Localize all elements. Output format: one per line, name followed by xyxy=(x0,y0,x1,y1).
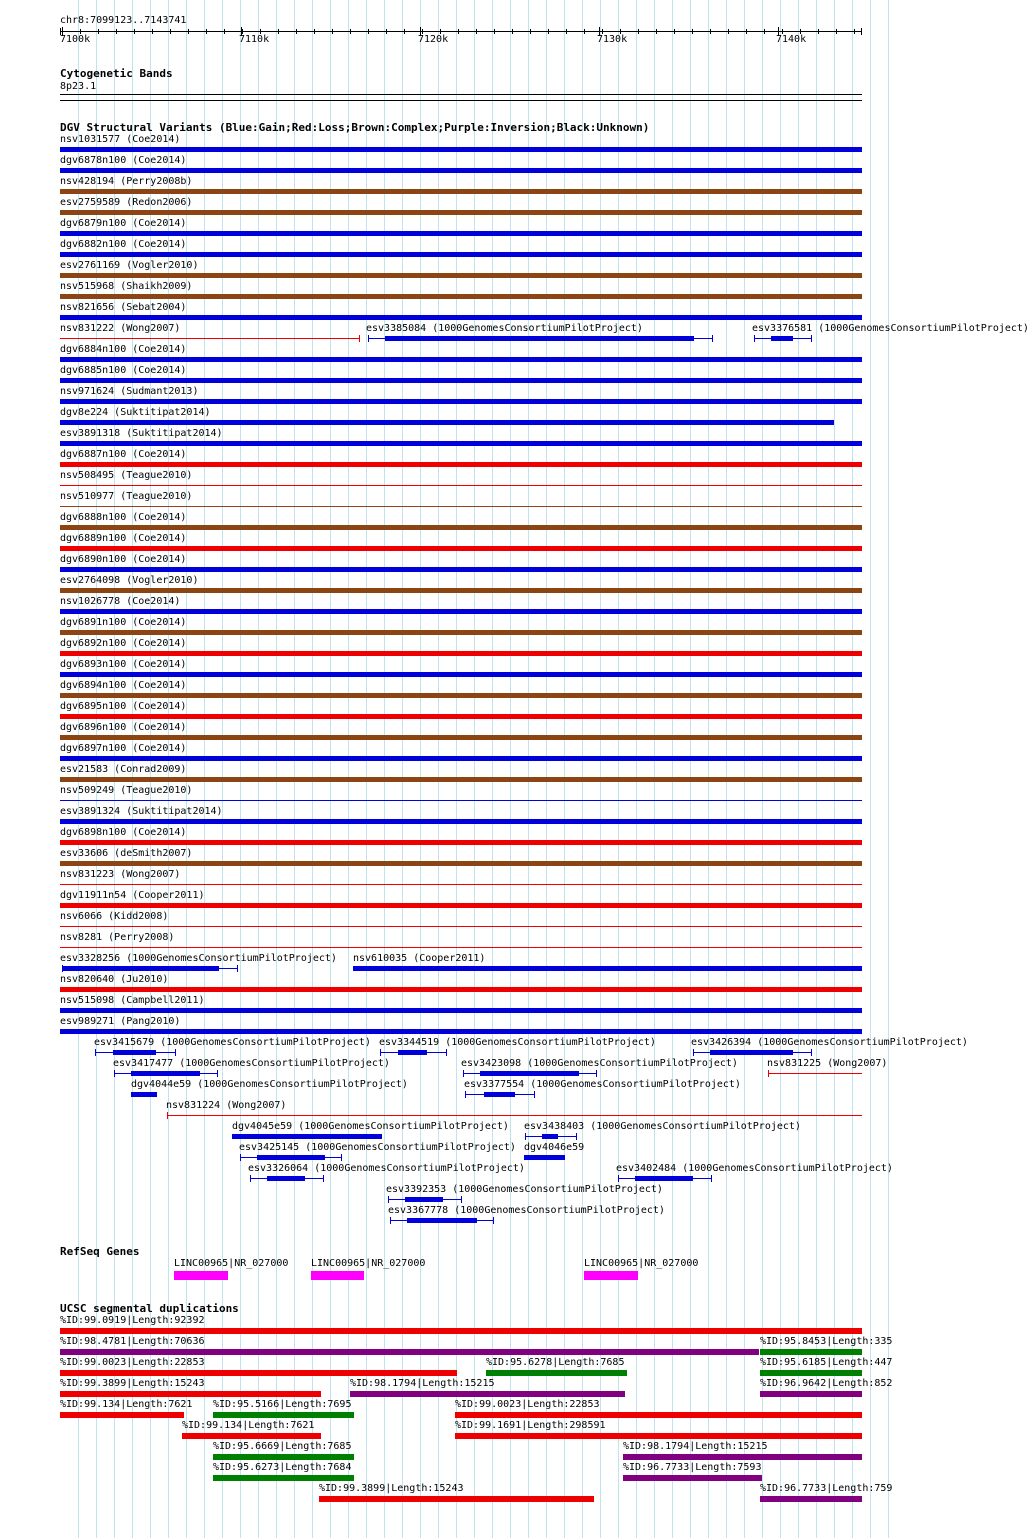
dgv-variant-bar-10[interactable] xyxy=(60,357,862,362)
dgv-variant-label-20: dgv6890n100 (Coe2014) xyxy=(60,554,187,565)
dgv-extra-label-13: esv3438403 (1000GenomesConsortiumPilotProject) xyxy=(524,1121,801,1132)
dgv-variant-bar-18[interactable] xyxy=(60,525,862,530)
dgv-variant-bar-20[interactable] xyxy=(60,567,862,572)
segdup-bar-19[interactable] xyxy=(760,1496,862,1502)
gridline xyxy=(888,0,889,1538)
ruler-minor-tick xyxy=(404,29,405,34)
segdup-bar-14[interactable] xyxy=(213,1454,354,1460)
dgv-variant-label-21: esv2764098 (Vogler2010) xyxy=(60,575,199,586)
segdup-label-2: %ID:95.8453|Length:335 xyxy=(760,1336,893,1347)
dgv-variant-label-12: nsv971624 (Sudmant2013) xyxy=(60,386,199,397)
refseq-gene-2[interactable] xyxy=(584,1271,638,1280)
segdup-bar-13[interactable] xyxy=(455,1433,862,1439)
end-cap xyxy=(525,1133,526,1140)
segdup-label-0: %ID:99.0919|Length:92392 xyxy=(60,1315,205,1326)
dgv-extra-label-16: esv3326064 (1000GenomesConsortiumPilotProject) xyxy=(248,1163,525,1174)
dgv-extra-label-11: nsv831224 (Wong2007) xyxy=(166,1100,287,1111)
dgv-variant-bar-4[interactable] xyxy=(60,231,862,236)
dgv-variant-bar-0[interactable] xyxy=(60,147,862,152)
dgv-extra-6-thick[interactable] xyxy=(131,1071,200,1076)
dgv-extra-label-12: dgv4045e59 (1000GenomesConsortiumPilotProject) xyxy=(232,1121,509,1132)
end-cap xyxy=(712,335,713,342)
dgv-extra-label-4: esv3344519 (1000GenomesConsortiumPilotProject) xyxy=(379,1037,656,1048)
dgv-variant-bar-3[interactable] xyxy=(60,210,862,215)
end-cap xyxy=(754,335,755,342)
dgv-variant-bar-12[interactable] xyxy=(60,399,862,404)
end-cap xyxy=(250,1175,251,1182)
dgv-variant-bar-11[interactable] xyxy=(60,378,862,383)
dgv-variant-label-31: nsv509249 (Teague2010) xyxy=(60,785,193,796)
dgv-extra-label-7: esv3423098 (1000GenomesConsortiumPilotProject) xyxy=(461,1058,738,1069)
dgv-variant-bar-37[interactable] xyxy=(60,926,862,927)
segdup-label-16: %ID:95.6273|Length:7684 xyxy=(213,1462,352,1473)
dgv-variant-bar-9[interactable] xyxy=(60,338,360,339)
dgv-variant-bar-15[interactable] xyxy=(60,462,862,467)
segdup-track-title: UCSC segmental duplications xyxy=(60,1302,239,1315)
ruler-minor-tick xyxy=(710,29,711,34)
dgv-extra-4-thick[interactable] xyxy=(398,1050,427,1055)
ruler-minor-tick xyxy=(530,29,531,34)
dgv-variant-label-9: nsv831222 (Wong2007) xyxy=(60,323,181,334)
segdup-label-1: %ID:98.4781|Length:70636 xyxy=(60,1336,205,1347)
ruler-minor-tick xyxy=(116,29,117,34)
ruler-minor-tick xyxy=(638,29,639,34)
dgv-variant-label-35: nsv831223 (Wong2007) xyxy=(60,869,181,880)
segdup-bar-16[interactable] xyxy=(213,1475,354,1481)
segdup-bar-15[interactable] xyxy=(623,1454,862,1460)
ruler-location: chr8:7099123..7143741 xyxy=(60,15,187,26)
ruler-axis xyxy=(60,31,862,32)
dgv-variant-bar-24[interactable] xyxy=(60,651,862,656)
dgv-variant-label-41: nsv515098 (Campbell2011) xyxy=(60,995,205,1006)
dgv-variant-label-3: esv2759589 (Redon2006) xyxy=(60,197,193,208)
ruler-tick-label: 7110k xyxy=(239,34,270,45)
refseq-gene-label-0: LINC00965|NR_027000 xyxy=(174,1258,289,1269)
dgv-variant-label-1: dgv6878n100 (Coe2014) xyxy=(60,155,187,166)
end-cap xyxy=(465,1091,466,1098)
segdup-bar-10[interactable] xyxy=(213,1412,354,1418)
dgv-variant-bar-32[interactable] xyxy=(60,819,862,824)
dgv-extra-bar-11[interactable] xyxy=(167,1115,862,1116)
dgv-extra-label-9: dgv4044e59 (1000GenomesConsortiumPilotProject) xyxy=(131,1079,408,1090)
segdup-label-12: %ID:99.134|Length:7621 xyxy=(182,1420,315,1431)
ruler-tick-label: 7140k xyxy=(776,34,807,45)
dgv-variant-bar-33[interactable] xyxy=(60,840,862,845)
ruler-minor-tick xyxy=(422,29,423,34)
refseq-gene-label-2: LINC00965|NR_027000 xyxy=(584,1258,699,1269)
dgv-variant-label-22: nsv1026778 (Coe2014) xyxy=(60,596,181,607)
dgv-extra-bar-8[interactable] xyxy=(768,1073,862,1074)
dgv-variant-label-26: dgv6894n100 (Coe2014) xyxy=(60,680,187,691)
gridline xyxy=(870,0,871,1538)
dgv-variant-label-42: esv989271 (Pang2010) xyxy=(60,1016,181,1027)
ruler-minor-tick xyxy=(584,29,585,34)
segdup-label-17: %ID:96.7733|Length:7593 xyxy=(623,1462,762,1473)
dgv-extra-label-0: esv3385084 (1000GenomesConsortiumPilotProject) xyxy=(366,323,643,334)
segdup-bar-17[interactable] xyxy=(623,1475,762,1481)
segdup-bar-7[interactable] xyxy=(350,1391,625,1397)
dgv-variant-label-15: dgv6887n100 (Coe2014) xyxy=(60,449,187,460)
dgv-extra-label-1: esv3376581 (1000GenomesConsortiumPilotProject) xyxy=(752,323,1029,334)
dgv-variant-bar-1[interactable] xyxy=(60,168,862,173)
segdup-bar-4[interactable] xyxy=(486,1370,627,1376)
dgv-extra-3-thick[interactable] xyxy=(113,1050,156,1055)
dgv-variant-label-24: dgv6892n100 (Coe2014) xyxy=(60,638,187,649)
dgv-variant-bar-29[interactable] xyxy=(60,756,862,761)
segdup-label-4: %ID:95.6278|Length:7685 xyxy=(486,1357,625,1368)
dgv-extra-label-10: esv3377554 (1000GenomesConsortiumPilotProject) xyxy=(464,1079,741,1090)
dgv-variant-label-39: esv3328256 (1000GenomesConsortiumPilotProject) xyxy=(60,953,337,964)
segdup-label-8: %ID:96.9642|Length:852 xyxy=(760,1378,893,1389)
dgv-variant-label-23: dgv6891n100 (Coe2014) xyxy=(60,617,187,628)
end-cap xyxy=(534,1091,535,1098)
segdup-bar-0[interactable] xyxy=(60,1328,862,1334)
dgv-variant-label-36: dgv11911n54 (Cooper2011) xyxy=(60,890,205,901)
ruler-minor-tick xyxy=(746,29,747,34)
cytoband-line-bottom xyxy=(60,100,862,101)
dgv-variant-label-37: nsv6066 (Kidd2008) xyxy=(60,911,169,922)
cytoband-line-top xyxy=(60,94,862,95)
dgv-variant-label-38: nsv8281 (Perry2008) xyxy=(60,932,175,943)
dgv-extra-10-thick[interactable] xyxy=(484,1092,515,1097)
ruler-minor-tick xyxy=(836,29,837,34)
end-cap xyxy=(693,1049,694,1056)
end-cap xyxy=(811,1049,812,1056)
dgv-extra-bar-9[interactable] xyxy=(131,1092,157,1097)
dgv-extra-bar-2[interactable] xyxy=(353,966,862,971)
ruler-tick-label: 7130k xyxy=(597,34,628,45)
segdup-bar-3[interactable] xyxy=(60,1370,457,1376)
ruler-minor-tick xyxy=(242,29,243,34)
cytoband-label: 8p23.1 xyxy=(60,81,97,92)
dgv-variant-label-25: dgv6893n100 (Coe2014) xyxy=(60,659,187,670)
ruler-minor-tick xyxy=(494,29,495,34)
dgv-variant-label-18: dgv6888n100 (Coe2014) xyxy=(60,512,187,523)
dgv-variant-bar-14[interactable] xyxy=(60,441,862,446)
dgv-extra-label-6: esv3417477 (1000GenomesConsortiumPilotProject) xyxy=(113,1058,390,1069)
segdup-bar-18[interactable] xyxy=(319,1496,594,1502)
segdup-label-15: %ID:98.1794|Length:15215 xyxy=(623,1441,768,1452)
ruler-minor-tick xyxy=(206,29,207,34)
dgv-variant-bar-6[interactable] xyxy=(60,273,862,278)
ruler-minor-tick xyxy=(152,29,153,34)
end-cap xyxy=(341,1154,342,1161)
end-cap xyxy=(596,1070,597,1077)
dgv-variant-bar-7[interactable] xyxy=(60,294,862,299)
dgv-variant-bar-8[interactable] xyxy=(60,315,862,320)
refseq-track-title: RefSeq Genes xyxy=(60,1245,140,1258)
dgv-variant-bar-16[interactable] xyxy=(60,485,862,486)
ruler-end-tick xyxy=(861,28,862,35)
dgv-extra-18-thick[interactable] xyxy=(405,1197,443,1202)
dgv-variant-bar-19[interactable] xyxy=(60,546,862,551)
segdup-bar-5[interactable] xyxy=(760,1370,862,1376)
dgv-extra-13-thick[interactable] xyxy=(542,1134,558,1139)
ruler-minor-tick xyxy=(620,29,621,34)
ruler-minor-tick xyxy=(818,29,819,34)
end-cap xyxy=(576,1133,577,1140)
dgv-extra-bar-12[interactable] xyxy=(232,1134,382,1139)
dgv-variant-label-4: dgv6879n100 (Coe2014) xyxy=(60,218,187,229)
end-cap xyxy=(167,1112,168,1119)
dgv-variant-label-28: dgv6896n100 (Coe2014) xyxy=(60,722,187,733)
segdup-label-18: %ID:99.3899|Length:15243 xyxy=(319,1483,464,1494)
end-cap xyxy=(95,1049,96,1056)
dgv-variant-bar-38[interactable] xyxy=(60,947,862,948)
ruler-minor-tick xyxy=(764,29,765,34)
end-cap xyxy=(217,1070,218,1077)
segdup-label-13: %ID:99.1691|Length:298591 xyxy=(455,1420,606,1431)
segdup-label-19: %ID:96.7733|Length:759 xyxy=(760,1483,893,1494)
ruler-minor-tick xyxy=(98,29,99,34)
end-cap xyxy=(811,335,812,342)
segdup-label-9: %ID:99.134|Length:7621 xyxy=(60,1399,193,1410)
end-cap xyxy=(323,1175,324,1182)
ruler-minor-tick xyxy=(458,29,459,34)
refseq-gene-0[interactable] xyxy=(174,1271,228,1280)
dgv-variant-bar-23[interactable] xyxy=(60,630,862,635)
ruler-minor-tick xyxy=(674,29,675,34)
dgv-variant-bar-34[interactable] xyxy=(60,861,862,866)
dgv-variant-bar-13[interactable] xyxy=(60,420,834,425)
dgv-variant-label-30: esv21583 (Conrad2009) xyxy=(60,764,187,775)
dgv-variant-label-6: esv2761169 (Vogler2010) xyxy=(60,260,199,271)
end-cap xyxy=(446,1049,447,1056)
dgv-variant-label-2: nsv428194 (Perry2008b) xyxy=(60,176,193,187)
dgv-variant-label-29: dgv6897n100 (Coe2014) xyxy=(60,743,187,754)
dgv-variant-label-16: nsv508495 (Teague2010) xyxy=(60,470,193,481)
end-cap xyxy=(461,1196,462,1203)
dgv-variant-bar-22[interactable] xyxy=(60,609,862,614)
dgv-extra-0-thick[interactable] xyxy=(385,336,694,341)
dgv-extra-label-3: esv3415679 (1000GenomesConsortiumPilotProject) xyxy=(94,1037,371,1048)
dgv-variant-label-11: dgv6885n100 (Coe2014) xyxy=(60,365,187,376)
dgv-extra-16-thick[interactable] xyxy=(267,1176,305,1181)
ruler-minor-tick xyxy=(782,29,783,34)
dgv-variant-label-27: dgv6895n100 (Coe2014) xyxy=(60,701,187,712)
dgv-variant-label-32: esv3891324 (Suktitipat2014) xyxy=(60,806,223,817)
ruler-minor-tick xyxy=(368,29,369,34)
dgv-variant-label-33: dgv6898n100 (Coe2014) xyxy=(60,827,187,838)
segdup-label-5: %ID:95.6185|Length:447 xyxy=(760,1357,893,1368)
segdup-bar-8[interactable] xyxy=(760,1391,862,1397)
segdup-bar-2[interactable] xyxy=(760,1349,862,1355)
ruler-minor-tick xyxy=(656,29,657,34)
ruler-minor-tick xyxy=(728,29,729,34)
refseq-gene-1[interactable] xyxy=(311,1271,364,1280)
refseq-gene-label-1: LINC00965|NR_027000 xyxy=(311,1258,426,1269)
dgv-variant-label-7: nsv515968 (Shaikh2009) xyxy=(60,281,193,292)
dgv-extra-label-15: dgv4046e59 xyxy=(524,1142,585,1153)
segdup-bar-12[interactable] xyxy=(182,1433,321,1439)
segdup-label-14: %ID:95.6669|Length:7685 xyxy=(213,1441,352,1452)
ruler-minor-tick xyxy=(134,29,135,34)
dgv-extra-label-17: esv3402484 (1000GenomesConsortiumPilotProject) xyxy=(616,1163,893,1174)
segdup-label-10: %ID:95.5166|Length:7695 xyxy=(213,1399,352,1410)
dgv-variant-label-17: nsv510977 (Teague2010) xyxy=(60,491,193,502)
end-cap xyxy=(463,1070,464,1077)
dgv-variant-bar-26[interactable] xyxy=(60,693,862,698)
dgv-extra-label-14: esv3425145 (1000GenomesConsortiumPilotProject) xyxy=(239,1142,516,1153)
ruler-minor-tick xyxy=(224,29,225,34)
dgv-variant-bar-36[interactable] xyxy=(60,903,862,908)
dgv-variant-bar-21[interactable] xyxy=(60,588,862,593)
dgv-extra-7-thick[interactable] xyxy=(480,1071,579,1076)
dgv-variant-bar-35[interactable] xyxy=(60,884,862,885)
ruler-minor-tick xyxy=(512,29,513,34)
ruler-minor-tick xyxy=(80,29,81,34)
end-cap xyxy=(493,1217,494,1224)
dgv-variant-label-13: dgv8e224 (Suktitipat2014) xyxy=(60,407,211,418)
dgv-variant-bar-40[interactable] xyxy=(60,987,862,992)
dgv-extra-17-thick[interactable] xyxy=(635,1176,693,1181)
ruler-minor-tick xyxy=(692,29,693,34)
end-cap xyxy=(390,1217,391,1224)
segdup-bar-1[interactable] xyxy=(60,1349,759,1355)
end-cap xyxy=(380,1049,381,1056)
dgv-variant-label-14: esv3891318 (Suktitipat2014) xyxy=(60,428,223,439)
dgv-extra-bar-15[interactable] xyxy=(524,1155,565,1160)
dgv-extra-label-2: nsv610035 (Cooper2011) xyxy=(353,953,486,964)
dgv-extra-label-19: esv3367778 (1000GenomesConsortiumPilotProject) xyxy=(388,1205,665,1216)
dgv-variant-39-thick[interactable] xyxy=(62,966,219,971)
ruler-minor-tick xyxy=(296,29,297,34)
dgv-variant-bar-30[interactable] xyxy=(60,777,862,782)
dgv-variant-label-40: nsv820640 (Ju2010) xyxy=(60,974,169,985)
segdup-bar-9[interactable] xyxy=(60,1412,184,1418)
ruler-minor-tick xyxy=(602,29,603,34)
ruler-minor-tick xyxy=(188,29,189,34)
segdup-label-3: %ID:99.0023|Length:22853 xyxy=(60,1357,205,1368)
end-cap xyxy=(388,1196,389,1203)
dgv-extra-label-5: esv3426394 (1000GenomesConsortiumPilotProject) xyxy=(691,1037,968,1048)
dgv-variant-label-0: nsv1031577 (Coe2014) xyxy=(60,134,181,145)
dgv-variant-bar-25[interactable] xyxy=(60,672,862,677)
end-cap xyxy=(114,1070,115,1077)
cytoband-track-title: Cytogenetic Bands xyxy=(60,67,173,80)
ruler-minor-tick xyxy=(854,29,855,34)
dgv-variant-bar-28[interactable] xyxy=(60,735,862,740)
dgv-variant-label-8: nsv821656 (Sebat2004) xyxy=(60,302,187,313)
dgv-variant-label-5: dgv6882n100 (Coe2014) xyxy=(60,239,187,250)
ruler-minor-tick xyxy=(278,29,279,34)
dgv-extra-label-18: esv3392353 (1000GenomesConsortiumPilotProject) xyxy=(386,1184,663,1195)
ruler-minor-tick xyxy=(476,29,477,34)
dgv-extra-14-thick[interactable] xyxy=(257,1155,325,1160)
dgv-variant-bar-41[interactable] xyxy=(60,1008,862,1013)
end-cap xyxy=(175,1049,176,1056)
end-cap xyxy=(618,1175,619,1182)
dgv-variant-label-10: dgv6884n100 (Coe2014) xyxy=(60,344,187,355)
segdup-label-11: %ID:99.0023|Length:22853 xyxy=(455,1399,600,1410)
ruler-minor-tick xyxy=(440,29,441,34)
segdup-label-7: %ID:98.1794|Length:15215 xyxy=(350,1378,495,1389)
end-cap xyxy=(768,1070,769,1077)
end-cap xyxy=(237,965,238,972)
ruler-minor-tick xyxy=(548,29,549,34)
dgv-track-title: DGV Structural Variants (Blue:Gain;Red:Loss;Brown:Complex;Purple:Inversion;Black:Unknown) xyxy=(60,121,650,134)
dgv-extra-19-thick[interactable] xyxy=(407,1218,477,1223)
dgv-variant-bar-27[interactable] xyxy=(60,714,862,719)
ruler-minor-tick xyxy=(332,29,333,34)
ruler-minor-tick xyxy=(314,29,315,34)
ruler-minor-tick xyxy=(260,29,261,34)
ruler-tick-label: 7100k xyxy=(60,34,91,45)
dgv-variant-label-19: dgv6889n100 (Coe2014) xyxy=(60,533,187,544)
ruler-minor-tick xyxy=(800,29,801,34)
end-cap xyxy=(359,335,360,342)
ruler-minor-tick xyxy=(170,29,171,34)
segdup-bar-11[interactable] xyxy=(455,1412,862,1418)
dgv-variant-bar-5[interactable] xyxy=(60,252,862,257)
dgv-extra-label-8: nsv831225 (Wong2007) xyxy=(767,1058,888,1069)
dgv-variant-bar-17[interactable] xyxy=(60,506,862,507)
ruler-tick-label: 7120k xyxy=(418,34,449,45)
ruler-minor-tick xyxy=(566,29,567,34)
dgv-variant-bar-31[interactable] xyxy=(60,800,862,801)
dgv-extra-1-thick[interactable] xyxy=(771,336,793,341)
segdup-bar-6[interactable] xyxy=(60,1391,321,1397)
dgv-extra-5-thick[interactable] xyxy=(710,1050,793,1055)
dgv-variant-label-34: esv33606 (deSmith2007) xyxy=(60,848,193,859)
end-cap xyxy=(368,335,369,342)
ruler-minor-tick xyxy=(386,29,387,34)
end-cap xyxy=(240,1154,241,1161)
dgv-variant-bar-2[interactable] xyxy=(60,189,862,194)
ruler-minor-tick xyxy=(350,29,351,34)
end-cap xyxy=(711,1175,712,1182)
dgv-variant-bar-42[interactable] xyxy=(60,1029,862,1034)
segdup-label-6: %ID:99.3899|Length:15243 xyxy=(60,1378,205,1389)
